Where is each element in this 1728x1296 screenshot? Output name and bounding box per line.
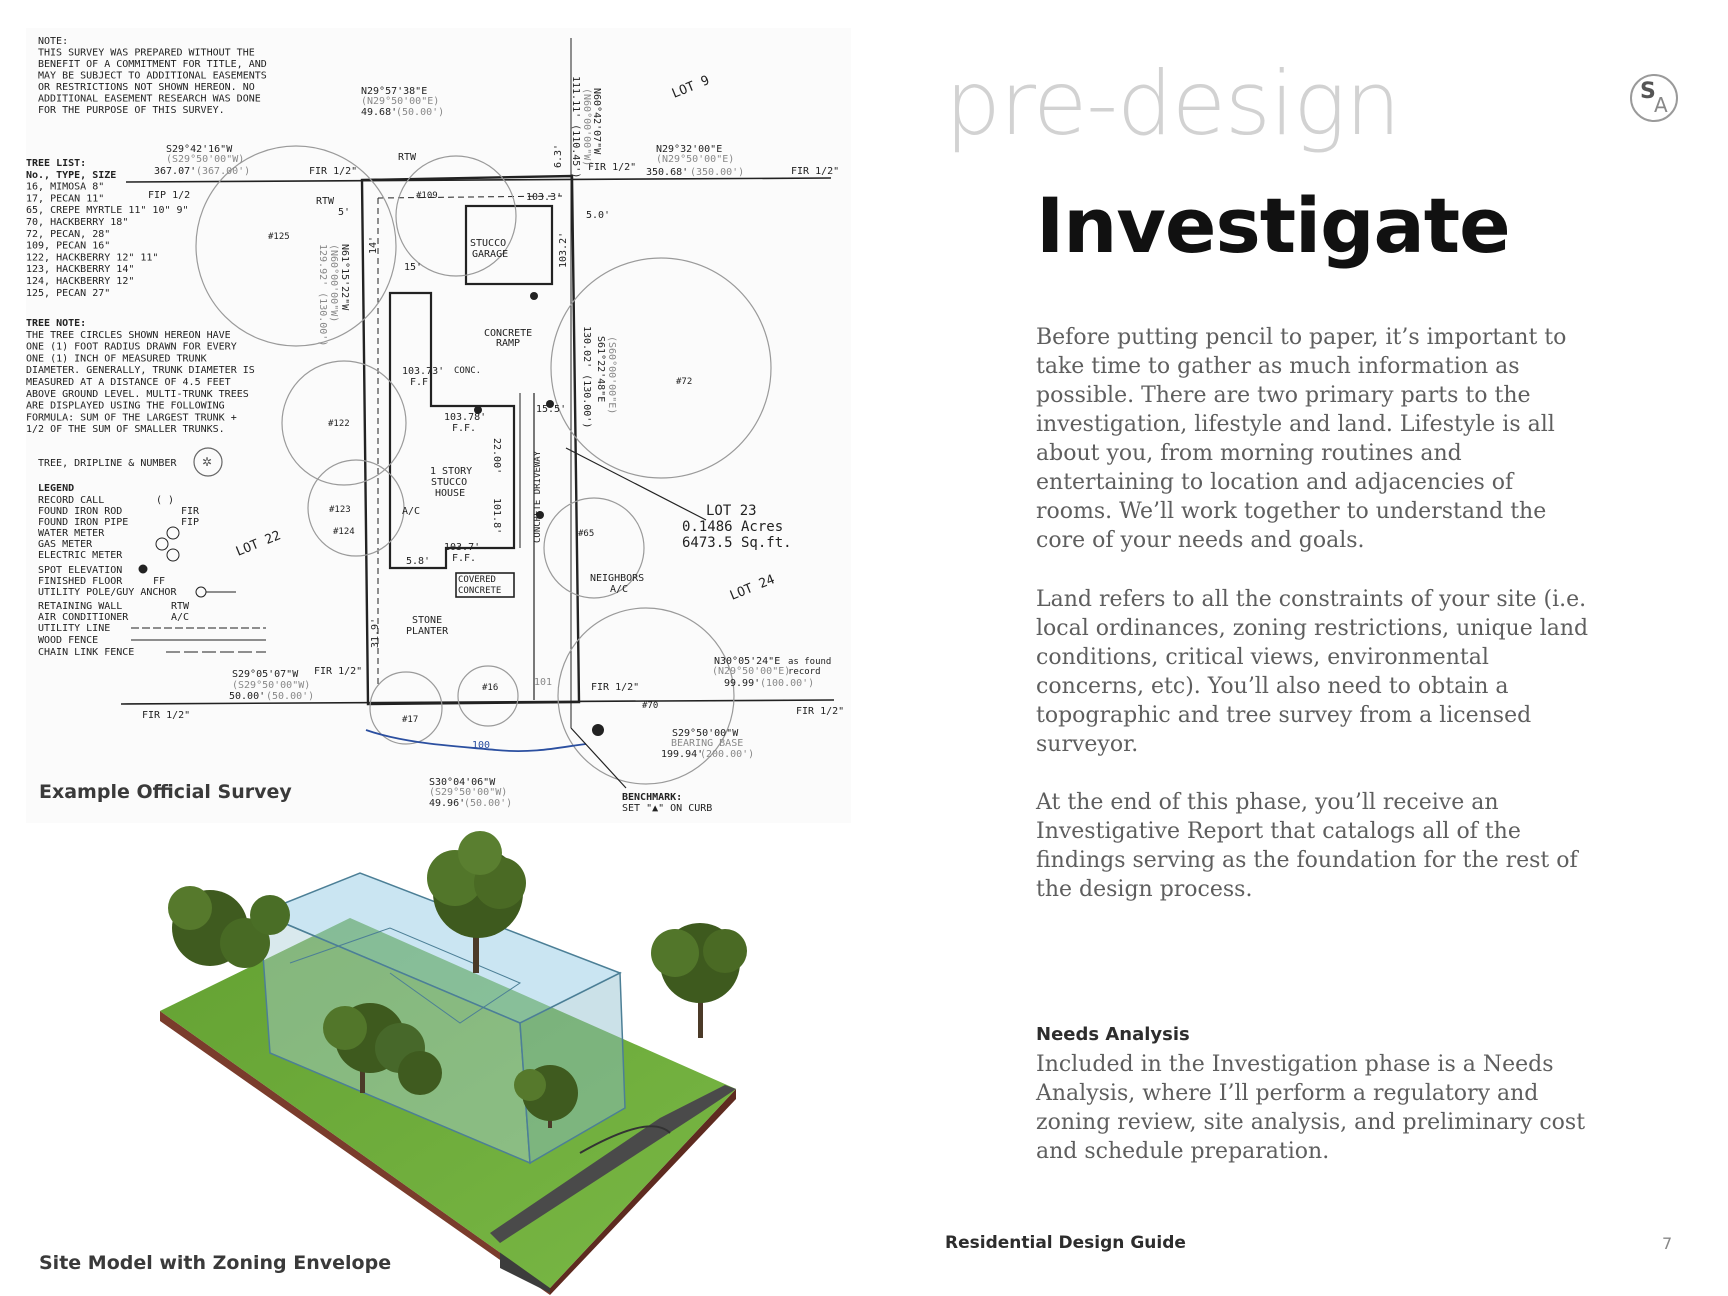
svg-text:#122: #122 bbox=[328, 419, 350, 429]
legend-item: AIR CONDITIONER bbox=[38, 612, 129, 623]
legend-symbol: FIR bbox=[181, 506, 200, 517]
svg-text:103.7': 103.7' bbox=[444, 542, 481, 553]
svg-text:A/C: A/C bbox=[610, 584, 629, 595]
svg-text:NEIGHBORS: NEIGHBORS bbox=[590, 573, 645, 584]
site-model-caption: Site Model with Zoning Envelope bbox=[39, 1252, 392, 1274]
svg-text:6.3': 6.3' bbox=[553, 143, 564, 168]
svg-text:129.92' (130.00'): 129.92' (130.00') bbox=[317, 244, 328, 347]
legend-item: RETAINING WALL bbox=[38, 601, 123, 612]
svg-text:F.F.: F.F. bbox=[452, 553, 477, 564]
page-number: 7 bbox=[1662, 1234, 1673, 1253]
section-title: pre-design bbox=[945, 52, 1400, 155]
svg-text:F.F.: F.F. bbox=[452, 423, 477, 434]
svg-text:LOT 23: LOT 23 bbox=[706, 503, 757, 519]
svg-text:N61°15'22"W: N61°15'22"W bbox=[339, 244, 350, 311]
svg-text:HOUSE: HOUSE bbox=[435, 488, 466, 499]
svg-text:RAMP: RAMP bbox=[496, 338, 521, 349]
svg-text:(S29°50'00"W): (S29°50'00"W) bbox=[166, 154, 245, 165]
svg-text:15.5': 15.5' bbox=[536, 404, 567, 415]
legend-symbol: RTW bbox=[171, 601, 190, 612]
legend-item: WOOD FENCE bbox=[38, 635, 99, 646]
svg-text:CONCRETE: CONCRETE bbox=[458, 586, 502, 596]
legend-item: FOUND IRON PIPE bbox=[38, 517, 129, 528]
needs-analysis-heading: Needs Analysis bbox=[1036, 1024, 1190, 1045]
svg-text:FIR 1/2": FIR 1/2" bbox=[314, 666, 363, 677]
svg-text:#123: #123 bbox=[329, 505, 351, 515]
svg-text:SET "▲" ON CURB: SET "▲" ON CURB bbox=[622, 803, 713, 814]
tree-16-canopy bbox=[458, 666, 518, 726]
svg-text:N29°57'38"E: N29°57'38"E bbox=[361, 86, 428, 97]
svg-text:STUCCO: STUCCO bbox=[470, 238, 507, 249]
needs-analysis-paragraph: Included in the Investigation phase is a Needs Analysis, where I’ll perform a regulatory and zoning review, site analysis, and preliminary cost and schedule preparation. bbox=[1036, 1052, 1586, 1164]
svg-text:STONE: STONE bbox=[412, 615, 443, 626]
svg-text:LOT 22: LOT 22 bbox=[233, 528, 284, 560]
lot-23-label bbox=[682, 503, 792, 551]
tree-list: TREE LIST: No., TYPE, SIZE 16, MIMOSA 8" 17, PECAN 11" 65, CREPE MYRTLE 11" 10" 9" 70, HACKBERRY 18" 72, PECAN, 28" 109, PECAN 16" 122, HACKBERRY 12" 11" 123, HACKBERRY 14" 124, HACKBERRY 12" 125, PECAN 27" bbox=[26, 158, 189, 299]
svg-text:LOT 24: LOT 24 bbox=[727, 572, 778, 604]
svg-text:#17: #17 bbox=[402, 715, 419, 725]
tree-dripline-label: TREE, DRIPLINE & NUMBER bbox=[38, 458, 177, 469]
svg-text:S29°42'16"W: S29°42'16"W bbox=[166, 144, 233, 155]
svg-text:(S60°00'00"E): (S60°00'00"E) bbox=[606, 336, 617, 415]
tree-right bbox=[651, 923, 747, 1038]
svg-text:103.2': 103.2' bbox=[558, 231, 569, 268]
svg-text:6473.5 Sq.ft.: 6473.5 Sq.ft. bbox=[682, 535, 792, 551]
svg-text:S29°50'00"W: S29°50'00"W bbox=[672, 728, 739, 739]
svg-text:S30°04'06"W: S30°04'06"W bbox=[429, 777, 496, 788]
svg-text:#65: #65 bbox=[578, 529, 595, 539]
svg-text:FIR 1/2": FIR 1/2" bbox=[142, 710, 191, 721]
svg-text:RTW: RTW bbox=[398, 152, 417, 163]
svg-text:31.9': 31.9' bbox=[370, 617, 381, 648]
page-heading: Investigate bbox=[1036, 181, 1510, 270]
legend-item: ELECTRIC METER bbox=[38, 550, 123, 561]
svg-text:(S29°50'00"W): (S29°50'00"W) bbox=[232, 680, 311, 691]
svg-text:22.00': 22.00' bbox=[491, 438, 502, 475]
svg-text:(N60°00'00"W): (N60°00'00"W) bbox=[328, 244, 339, 323]
svg-text:350.68': 350.68' bbox=[646, 167, 689, 178]
legend-item: CHAIN LINK FENCE bbox=[38, 647, 135, 658]
svg-text:#109: #109 bbox=[416, 191, 438, 201]
svg-text:101: 101 bbox=[534, 677, 553, 688]
legend-title: LEGEND bbox=[38, 483, 75, 494]
site-model bbox=[60, 823, 840, 1295]
svg-text:PLANTER: PLANTER bbox=[406, 626, 449, 637]
svg-text:367.07': 367.07' bbox=[154, 166, 197, 177]
svg-text:N30°05'24"E: N30°05'24"E bbox=[714, 656, 781, 667]
svg-text:5.0': 5.0' bbox=[586, 210, 611, 221]
intro-paragraph: Before putting pencil to paper, it’s important to take time to gather as much information as possible. There are two primary parts to the investigation, lifestyle and land. Lifestyle is all about you, from morning routines and entertaining to location and adjacencies of rooms. We’ll work together to understand the core of your needs and goals. bbox=[1036, 325, 1567, 553]
svg-text:N60°42'07"W: N60°42'07"W bbox=[591, 88, 602, 155]
svg-text:1 STORY: 1 STORY bbox=[430, 466, 473, 477]
svg-text:#70: #70 bbox=[642, 701, 659, 711]
survey-caption: Example Official Survey bbox=[39, 781, 292, 803]
svg-text:A/C: A/C bbox=[402, 506, 421, 517]
svg-text:103.78': 103.78' bbox=[444, 412, 487, 423]
svg-text:49.68': 49.68' bbox=[361, 107, 398, 118]
site-model-illustration bbox=[39, 823, 840, 1295]
logo-letter-s: S bbox=[1640, 79, 1656, 104]
svg-text:FIR 1/2": FIR 1/2" bbox=[309, 166, 358, 177]
legend-item: WATER METER bbox=[38, 528, 105, 539]
benchmark-leader bbox=[571, 728, 626, 788]
legend-symbol: FIP bbox=[181, 517, 200, 528]
survey-note: NOTE: THIS SURVEY WAS PREPARED WITHOUT THE BENEFIT OF A COMMITMENT FOR TITLE, AND MAY BE SUBJECT TO ADDITIONAL EASEMENTS OR RESTRICTIONS NOT SHOWN HEREON. NO ADDITIONAL EASEMENT RESEARCH WAS DONE FOR THE PURPOSE OF THIS SURVEY. bbox=[38, 36, 267, 116]
svg-text:BEARING BASE: BEARING BASE bbox=[671, 738, 744, 749]
svg-text:(200.00'): (200.00') bbox=[700, 749, 755, 760]
svg-text:(N29°50'00"E): (N29°50'00"E) bbox=[712, 666, 791, 677]
svg-text:S61°22'48"E: S61°22'48"E bbox=[595, 336, 606, 403]
svg-text:(50.00'): (50.00') bbox=[464, 798, 513, 809]
svg-text:FIR 1/2": FIR 1/2" bbox=[591, 682, 640, 693]
lot-23-boundary bbox=[362, 176, 579, 704]
svg-text:CONCRETE: CONCRETE bbox=[484, 328, 533, 339]
legend-item: UTILITY LINE bbox=[38, 623, 111, 634]
svg-text:FIR 1/2": FIR 1/2" bbox=[791, 166, 840, 177]
legend bbox=[38, 495, 200, 658]
lot-23-leader bbox=[566, 448, 706, 520]
svg-text:(350.00'): (350.00') bbox=[690, 167, 745, 178]
svg-text:CONC.: CONC. bbox=[454, 366, 482, 376]
spot-elevation-marker bbox=[530, 292, 538, 300]
utility-pole-marker bbox=[592, 724, 604, 736]
svg-text:record: record bbox=[788, 667, 821, 677]
svg-text:199.94': 199.94' bbox=[661, 749, 704, 760]
svg-text:0.1486 Acres: 0.1486 Acres bbox=[682, 519, 784, 535]
svg-text:RTW: RTW bbox=[316, 196, 335, 207]
svg-text:50.00': 50.00' bbox=[229, 691, 266, 702]
legend-item: RECORD CALL bbox=[38, 495, 105, 506]
svg-text:100: 100 bbox=[472, 740, 491, 751]
legend-item: SPOT ELEVATION bbox=[38, 565, 123, 576]
legend-item: FINISHED FLOOR bbox=[38, 576, 123, 587]
svg-text:15': 15' bbox=[404, 262, 423, 273]
svg-text:111.11' (110.45'): 111.11' (110.45') bbox=[570, 76, 581, 179]
survey-drawing bbox=[26, 28, 851, 823]
svg-text:(100.00'): (100.00') bbox=[760, 678, 815, 689]
legend-item: GAS METER bbox=[38, 539, 93, 550]
svg-text:S29°05'07"W: S29°05'07"W bbox=[232, 669, 299, 680]
svg-text:103.73': 103.73' bbox=[402, 366, 445, 377]
svg-text:STUCCO: STUCCO bbox=[431, 477, 468, 488]
svg-text:GARAGE: GARAGE bbox=[472, 249, 509, 260]
svg-text:(50.00'): (50.00') bbox=[266, 691, 315, 702]
svg-text:(N29°50'00"E): (N29°50'00"E) bbox=[656, 154, 735, 165]
svg-text:LOT 9: LOT 9 bbox=[669, 73, 712, 102]
logo-letter-a: A bbox=[1654, 93, 1668, 117]
svg-text:F.F.: F.F. bbox=[410, 377, 435, 388]
svg-text:101.8': 101.8' bbox=[491, 498, 502, 535]
svg-text:(S29°50'00"W): (S29°50'00"W) bbox=[429, 787, 508, 798]
svg-text:#72: #72 bbox=[676, 377, 693, 387]
svg-text:103.3': 103.3' bbox=[526, 192, 563, 203]
report-paragraph: At the end of this phase, you’ll receive an Investigative Report that catalogs all of the findings serving as the foundation for the rest of the design process. bbox=[1036, 790, 1578, 902]
svg-text:BENCHMARK:: BENCHMARK: bbox=[622, 792, 683, 803]
svg-text:#125: #125 bbox=[268, 232, 290, 242]
land-paragraph: Land refers to all the constraints of your site (i.e. local ordinances, zoning restrictions, unique land conditions, critical views, environmental concerns, etc). You’ll also need to obtain a topographic and tree survey from a licensed surveyor. bbox=[1036, 587, 1589, 757]
svg-text:N29°32'00"E: N29°32'00"E bbox=[656, 144, 723, 155]
svg-text:#16: #16 bbox=[482, 683, 499, 693]
svg-text:5.8': 5.8' bbox=[406, 556, 431, 567]
svg-text:(N29°50'00"E): (N29°50'00"E) bbox=[361, 96, 440, 107]
tree-note: TREE NOTE: THE TREE CIRCLES SHOWN HEREON HAVE ONE (1) FOOT RADIUS DRAWN FOR EVERY ONE (1) INCH OF MEASURED TRUNK DIAMETER. GENERALLY, TRUNK DIAMETER IS MEASURED AT A DISTANCE OF 4.5 FEET ABOVE GROUND LEVEL. MULTI-TRUNK TREES ARE DISPLAYED USING THE FOLLOWING FORMULA: SUM OF THE LARGEST TRUNK + 1/2 OF THE SUM OF SMALLER TRUNKS. bbox=[26, 318, 255, 436]
svg-text:COVERED: COVERED bbox=[458, 575, 496, 585]
svg-text:49.96': 49.96' bbox=[429, 798, 466, 809]
footer-guide-title: Residential Design Guide bbox=[945, 1233, 1186, 1253]
svg-text:as found: as found bbox=[788, 657, 832, 667]
legend-symbol: FF bbox=[153, 576, 166, 587]
svg-text:✲: ✲ bbox=[202, 455, 213, 469]
brand-logo bbox=[1630, 74, 1678, 122]
tree-dripline-symbol bbox=[194, 448, 222, 476]
svg-text:(50.00'): (50.00') bbox=[396, 107, 445, 118]
legend-symbol: A/C bbox=[171, 612, 190, 623]
svg-text:#124: #124 bbox=[333, 527, 355, 537]
tree-17-canopy bbox=[370, 672, 442, 744]
svg-text:FIR 1/2": FIR 1/2" bbox=[796, 706, 845, 717]
svg-text:130.02' (130.00'): 130.02' (130.00') bbox=[581, 326, 592, 429]
svg-text:FIR 1/2": FIR 1/2" bbox=[588, 162, 637, 173]
svg-text:5': 5' bbox=[338, 207, 351, 218]
svg-text:CONCRETE DRIVEWAY: CONCRETE DRIVEWAY bbox=[533, 450, 543, 543]
survey-plan bbox=[26, 28, 851, 823]
legend-symbol: ( ) bbox=[156, 495, 175, 506]
svg-text:(367.00'): (367.00') bbox=[196, 166, 251, 177]
legend-item: FOUND IRON ROD bbox=[38, 506, 123, 517]
svg-text:(N60°00'00"W): (N60°00'00"W) bbox=[581, 88, 592, 167]
legend-item: UTILITY POLE/GUY ANCHOR bbox=[38, 587, 177, 598]
svg-text:14': 14' bbox=[368, 235, 379, 254]
svg-text:99.99': 99.99' bbox=[724, 678, 761, 689]
svg-text:FIP 1/2: FIP 1/2 bbox=[148, 190, 191, 201]
